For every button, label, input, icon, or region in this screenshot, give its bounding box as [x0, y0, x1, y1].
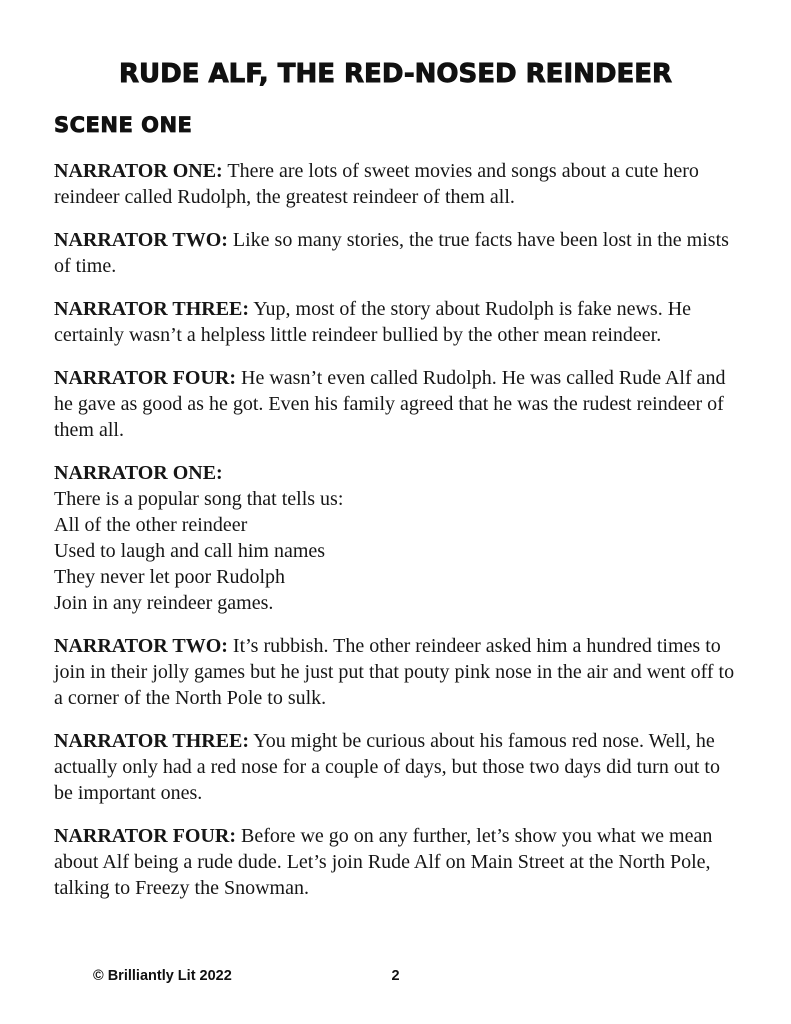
narrator-paragraph — [54, 227, 737, 279]
song-line: All of the other reindeer — [54, 514, 248, 536]
song-line: They never let poor Rudolph — [54, 566, 286, 588]
speech-text: There are lots of sweet movies and songs about a cute hero reindeer called Rudolph, the greatest reindeer of them all. — [54, 160, 699, 208]
speaker-label: NARRATOR FOUR: — [54, 367, 237, 389]
speech-text: Before we go on any further, let’s show you what we mean about Alf being a rude dude. Let’s join Rude Alf on Main Street at the North Pole, talking to Freezy the Snowman. — [54, 825, 713, 899]
narrator-paragraph — [54, 633, 737, 711]
narrator-paragraph — [54, 365, 737, 443]
speech-text: You might be curious about his famous red nose. Well, he actually only had a red nose for a couple of days, but those two days did turn out to be important ones. — [54, 730, 720, 804]
speaker-label: NARRATOR TWO: — [54, 229, 228, 251]
narrator-paragraph — [54, 296, 737, 348]
speaker-line — [54, 460, 737, 486]
narrator-paragraph — [54, 823, 737, 901]
speaker-label: NARRATOR TWO: — [54, 635, 228, 657]
narrator-paragraph — [54, 158, 737, 210]
song-line: Join in any reindeer games. — [54, 592, 274, 614]
speech-text: It’s rubbish. The other reindeer asked him a hundred times to join in their jolly games but he just put that pouty pink nose in the air and went off to a corner of the North Pole to sulk. — [54, 635, 735, 709]
speech-text: He wasn’t even called Rudolph. He was called Rude Alf and he gave as good as he got. Even his family agreed that he was the rudest reindeer of them all. — [54, 367, 726, 441]
speaker-label: NARRATOR ONE: — [54, 160, 223, 182]
page-title: RUDE ALF, THE RED-NOSED REINDEER — [119, 59, 672, 89]
speech-text: Like so many stories, the true facts have been lost in the mists of time. — [54, 229, 729, 277]
page-footer — [0, 968, 791, 990]
song-line: There is a popular song that tells us: — [54, 488, 344, 510]
copyright-notice: © Brilliantly Lit 2022 — [93, 968, 232, 984]
page-number: 2 — [391, 968, 400, 984]
narrator-paragraph — [54, 728, 737, 806]
page-content — [54, 0, 737, 918]
speaker-label: NARRATOR FOUR: — [54, 825, 237, 847]
speaker-label: NARRATOR THREE: — [54, 298, 250, 320]
narrator-song-paragraph — [54, 460, 737, 616]
speech-text: Yup, most of the story about Rudolph is fake news. He certainly wasn’t a helpless little reindeer bullied by the other mean reindeer. — [54, 298, 692, 346]
speaker-label: NARRATOR THREE: — [54, 730, 250, 752]
speaker-label: NARRATOR ONE: — [54, 462, 223, 484]
song-line: Used to laugh and call him names — [54, 540, 326, 562]
scene-heading: SCENE ONE — [54, 113, 193, 137]
